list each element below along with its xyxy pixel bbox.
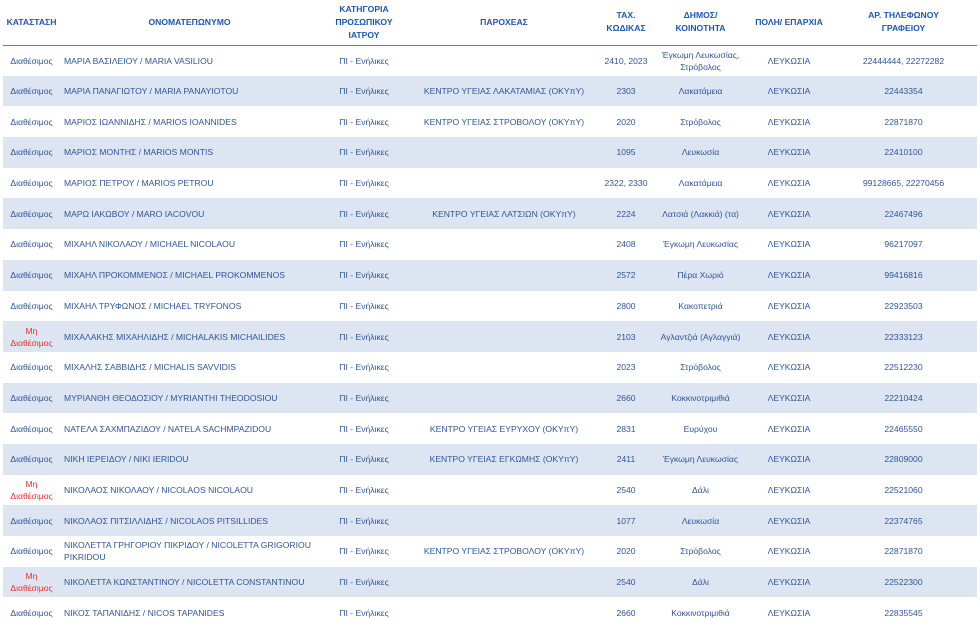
cell-city: ΛΕΥΚΩΣΙΑ	[767, 178, 811, 189]
cell-category: ΠΙ - Ενήλικες	[339, 147, 389, 158]
cell-zip: 1095	[616, 147, 636, 158]
cell-provider: ΚΕΝΤΡΟ ΥΓΕΙΑΣ ΕΓΚΩΜΗΣ (ΟΚΥπΥ)	[429, 454, 579, 465]
doctors-table	[3, 0, 977, 628]
cell-provider	[409, 260, 599, 291]
table-row	[3, 229, 977, 260]
cell-city: ΛΕΥΚΩΣΙΑ	[767, 208, 811, 219]
cell-phone: 22467496	[884, 208, 923, 219]
cell-category: ΠΙ - Ενήλικες	[339, 208, 389, 219]
cell-zip: 1077	[616, 515, 636, 526]
cell-zip: 2303	[616, 86, 636, 97]
cell-zip: 2411	[616, 454, 636, 465]
cell-category: ΠΙ - Ενήλικες	[339, 577, 389, 588]
cell-phone: 99128665, 22270456	[862, 178, 945, 189]
cell-category: ΠΙ - Ενήλικες	[339, 484, 389, 495]
table-row	[3, 567, 977, 598]
cell-municipality: Λακατάμεια	[678, 86, 723, 97]
cell-name: ΜΥΡΙΑΝΘΗ ΘΕΟΔΟΣΙΟΥ / MYRIANTHI THEODOSIOU	[64, 392, 278, 403]
cell-provider	[409, 383, 599, 414]
cell-municipality: Πέρα Χωριό	[677, 270, 724, 281]
cell-city: ΛΕΥΚΩΣΙΑ	[767, 270, 811, 281]
cell-municipality: Έγκωμη Λευκωσίας	[662, 454, 739, 465]
cell-municipality: Λευκωσία	[681, 147, 720, 158]
cell-zip: 2831	[616, 423, 636, 434]
cell-status: Διαθέσιμος	[10, 86, 53, 97]
cell-city: ΛΕΥΚΩΣΙΑ	[767, 116, 811, 127]
cell-city: ΛΕΥΚΩΣΙΑ	[767, 577, 811, 588]
cell-name: ΜΑΡΙΟΣ ΜΟΝΤΗΣ / MARIOS MONTIS	[64, 147, 214, 158]
cell-status: Διαθέσιμος	[10, 270, 53, 281]
cell-zip: 2023	[616, 362, 636, 373]
table-row	[3, 444, 977, 475]
cell-provider	[409, 229, 599, 260]
table-row	[3, 137, 977, 168]
table-row	[3, 321, 977, 352]
table-body	[3, 45, 977, 628]
cell-municipality: Στρόβολος	[680, 116, 721, 127]
header-category: ΚΑΤΗΓΟΡΙΑ ΠΡΟΣΩΠΙΚΟΥ ΙΑΤΡΟΥ	[319, 0, 409, 45]
cell-name: ΜΙΧΑΗΛ ΝΙΚΟΛΑΟΥ / MICHAEL NICOLAOU	[64, 239, 236, 250]
cell-zip: 2660	[616, 392, 636, 403]
table-row	[3, 505, 977, 536]
cell-status: Διαθέσιμος	[10, 362, 53, 373]
cell-provider: ΚΕΝΤΡΟ ΥΓΕΙΑΣ ΛΑΚΑΤΑΜΙΑΣ (ΟΚΥπΥ)	[423, 86, 585, 97]
cell-municipality: Λευκωσία	[681, 515, 720, 526]
cell-name: ΜΙΧΑΛΑΚΗΣ ΜΙΧΑΗΛΙΔΗΣ / MICHALAKIS MICHAILIDES	[64, 331, 286, 342]
cell-municipality: Κοκκινοτριμιθιά	[671, 607, 730, 618]
cell-city: ΛΕΥΚΩΣΙΑ	[767, 239, 811, 250]
cell-category: ΠΙ - Ενήλικες	[339, 55, 389, 66]
cell-zip: 2224	[616, 208, 636, 219]
cell-provider: ΚΕΝΤΡΟ ΥΓΕΙΑΣ ΛΑΤΣΙΩΝ (ΟΚΥπΥ)	[432, 208, 576, 219]
cell-provider	[409, 597, 599, 628]
cell-municipality: Ευρύχου	[683, 423, 718, 434]
cell-phone: 96217097	[884, 239, 923, 250]
cell-phone: 22333123	[884, 331, 923, 342]
cell-provider	[409, 45, 599, 76]
cell-phone: 22374765	[884, 515, 923, 526]
header-phone: ΑΡ. ΤΗΛΕΦΩΝΟΥ ΓΡΑΦΕΙΟΥ	[830, 0, 977, 45]
cell-provider	[409, 505, 599, 536]
cell-phone: 22465550	[884, 423, 923, 434]
cell-zip: 2660	[616, 607, 636, 618]
cell-phone: 22444444, 22272282	[862, 55, 945, 66]
cell-provider: ΚΕΝΤΡΟ ΥΓΕΙΑΣ ΕΥΡΥΧΟΥ (ΟΚΥπΥ)	[429, 423, 579, 434]
cell-phone: 22522300	[884, 577, 923, 588]
cell-status: Διαθέσιμος	[10, 392, 53, 403]
cell-provider	[409, 137, 599, 168]
cell-name: ΝΙΚΟΛΕΤΤΑ ΚΩΝΣΤΑΝΤΙΝΟΥ / NICOLETTA CONSTANTINOU	[64, 577, 305, 588]
cell-city: ΛΕΥΚΩΣΙΑ	[767, 454, 811, 465]
cell-category: ΠΙ - Ενήλικες	[339, 239, 389, 250]
cell-city: ΛΕΥΚΩΣΙΑ	[767, 86, 811, 97]
table-row	[3, 76, 977, 107]
cell-category: ΠΙ - Ενήλικες	[339, 423, 389, 434]
cell-phone: 22809000	[884, 454, 923, 465]
cell-name: ΝΑΤΕΛΑ ΣΑΧΜΠΑΖΙΔΟΥ / NATELA SACHMPAZIDOU	[64, 423, 272, 434]
cell-category: ΠΙ - Ενήλικες	[339, 515, 389, 526]
table-row	[3, 597, 977, 628]
cell-city: ΛΕΥΚΩΣΙΑ	[767, 484, 811, 495]
cell-status: Διαθέσιμος	[10, 423, 53, 434]
cell-zip: 2020	[616, 546, 636, 557]
cell-municipality: Δάλι	[692, 577, 709, 588]
cell-status: Διαθέσιμος	[10, 607, 53, 618]
cell-zip: 2540	[616, 484, 636, 495]
cell-provider	[409, 475, 599, 506]
cell-city: ΛΕΥΚΩΣΙΑ	[767, 546, 811, 557]
cell-provider	[409, 352, 599, 383]
table-row	[3, 352, 977, 383]
cell-name: ΜΙΧΑΗΛ ΠΡΟΚΟΜΜΕΝΟΣ / MICHAEL PROKOMMENOS	[64, 270, 286, 281]
cell-status: Διαθέσιμος	[10, 546, 53, 557]
cell-status: Μη Διαθέσιμος	[10, 571, 53, 594]
header-name: ΟΝΟΜΑΤΕΠΩΝΥΜΟ	[60, 0, 319, 45]
table-row	[3, 106, 977, 137]
cell-category: ΠΙ - Ενήλικες	[339, 331, 389, 342]
cell-name: ΜΑΡΙΟΣ ΠΕΤΡΟΥ / MARIOS PETROU	[64, 178, 214, 189]
cell-city: ΛΕΥΚΩΣΙΑ	[767, 607, 811, 618]
cell-municipality: Δάλι	[692, 484, 709, 495]
cell-provider	[409, 321, 599, 352]
cell-name: ΜΑΡΙΑ ΒΑΣΙΛΕΙΟΥ / MARIA VASILIOU	[64, 55, 213, 66]
cell-provider	[409, 567, 599, 598]
cell-zip: 2800	[616, 300, 636, 311]
cell-provider	[409, 291, 599, 322]
cell-status: Διαθέσιμος	[10, 55, 53, 66]
cell-status: Διαθέσιμος	[10, 239, 53, 250]
cell-phone: 22410100	[884, 147, 923, 158]
cell-zip: 2103	[616, 331, 636, 342]
cell-municipality: Έγκωμη Λευκωσίας	[662, 239, 739, 250]
cell-phone: 22871870	[884, 116, 923, 127]
cell-name: ΝΙΚΟΛΕΤΤΑ ΓΡΗΓΟΡΙΟΥ ΠΙΚΡΙΔΟΥ / NICOLETTA GRIGORIOU PIKRIDOU	[64, 540, 311, 563]
table-header-row	[3, 0, 977, 45]
header-city: ΠΟΛΗ/ ΕΠΑΡΧΙΑ	[748, 0, 830, 45]
header-status: ΚΑΤΑΣΤΑΣΗ	[3, 0, 60, 45]
table-row	[3, 168, 977, 199]
cell-status: Διαθέσιμος	[10, 147, 53, 158]
cell-municipality: Έγκωμη Λευκωσίας, Στρόβολος	[661, 49, 740, 72]
cell-status: Διαθέσιμος	[10, 116, 53, 127]
table-row	[3, 536, 977, 567]
cell-municipality: Στρόβολος	[680, 362, 721, 373]
cell-category: ΠΙ - Ενήλικες	[339, 300, 389, 311]
cell-phone: 22512230	[884, 362, 923, 373]
cell-city: ΛΕΥΚΩΣΙΑ	[767, 362, 811, 373]
cell-name: ΝΙΚΟΛΑΟΣ ΝΙΚΟΛΑΟΥ / NICOLAOS NICOLAOU	[64, 484, 253, 495]
cell-zip: 2410, 2023	[604, 55, 648, 66]
cell-category: ΠΙ - Ενήλικες	[339, 362, 389, 373]
cell-status: Διαθέσιμος	[10, 515, 53, 526]
header-zip: ΤΑΧ. ΚΩΔΙΚΑΣ	[599, 0, 653, 45]
cell-status: Μη Διαθέσιμος	[10, 478, 53, 501]
table-row	[3, 260, 977, 291]
cell-category: ΠΙ - Ενήλικες	[339, 454, 389, 465]
cell-municipality: Κακοπετριά	[678, 300, 723, 311]
cell-zip: 2540	[616, 577, 636, 588]
cell-zip: 2322, 2330	[604, 178, 648, 189]
cell-municipality: Κοκκινοτριμιθιά	[671, 392, 730, 403]
cell-city: ΛΕΥΚΩΣΙΑ	[767, 515, 811, 526]
table-row	[3, 475, 977, 506]
cell-phone: 22521060	[884, 484, 923, 495]
cell-provider	[409, 168, 599, 199]
cell-status: Διαθέσιμος	[10, 300, 53, 311]
cell-city: ΛΕΥΚΩΣΙΑ	[767, 55, 811, 66]
cell-phone: 22871870	[884, 546, 923, 557]
cell-name: ΜΑΡΙΑ ΠΑΝΑΓΙΩΤΟΥ / MARIA PANAYIOTOU	[64, 86, 239, 97]
cell-zip: 2572	[616, 270, 636, 281]
cell-phone: 22443354	[884, 86, 923, 97]
cell-provider: ΚΕΝΤΡΟ ΥΓΕΙΑΣ ΣΤΡΟΒΟΛΟΥ (ΟΚΥπΥ)	[423, 546, 585, 557]
cell-municipality: Λατσιά (Λακκιά) (τα)	[662, 208, 739, 219]
cell-phone: 22210424	[884, 392, 923, 403]
table-row	[3, 291, 977, 322]
cell-city: ΛΕΥΚΩΣΙΑ	[767, 147, 811, 158]
cell-category: ΠΙ - Ενήλικες	[339, 86, 389, 97]
cell-category: ΠΙ - Ενήλικες	[339, 178, 389, 189]
cell-category: ΠΙ - Ενήλικες	[339, 392, 389, 403]
table-row	[3, 383, 977, 414]
cell-city: ΛΕΥΚΩΣΙΑ	[767, 300, 811, 311]
cell-provider: ΚΕΝΤΡΟ ΥΓΕΙΑΣ ΣΤΡΟΒΟΛΟΥ (ΟΚΥπΥ)	[423, 116, 585, 127]
cell-category: ΠΙ - Ενήλικες	[339, 116, 389, 127]
cell-name: ΝΙΚΟΛΑΟΣ ΠΙΤΣΙΛΛΙΔΗΣ / NICOLAOS PITSILLIDES	[64, 515, 269, 526]
cell-name: ΜΑΡΙΟΣ ΙΩΑΝΝΙΔΗΣ / MARIOS IOANNIDES	[64, 116, 237, 127]
cell-city: ΛΕΥΚΩΣΙΑ	[767, 392, 811, 403]
cell-name: ΜΙΧΑΗΛ ΤΡΥΦΩΝΟΣ / MICHAEL TRYFONOS	[64, 300, 242, 311]
cell-phone: 99416816	[884, 270, 923, 281]
cell-city: ΛΕΥΚΩΣΙΑ	[767, 423, 811, 434]
cell-city: ΛΕΥΚΩΣΙΑ	[767, 331, 811, 342]
cell-municipality: Λακατάμεια	[678, 178, 723, 189]
cell-name: ΝΙΚΗ ΙΕΡΕΙΔΟΥ / NIKI IERIDOU	[64, 454, 189, 465]
cell-name: ΝΙΚΟΣ ΤΑΠΑΝΙΔΗΣ / NICOS TAPANIDES	[64, 607, 225, 618]
cell-phone: 22923503	[884, 300, 923, 311]
cell-municipality: Στρόβολος	[680, 546, 721, 557]
header-municipality: ΔΗΜΟΣ/ ΚΟΙΝΟΤΗΤΑ	[653, 0, 748, 45]
cell-phone: 22835545	[884, 607, 923, 618]
cell-status: Διαθέσιμος	[10, 178, 53, 189]
cell-category: ΠΙ - Ενήλικες	[339, 546, 389, 557]
cell-name: ΜΑΡΩ ΙΑΚΩΒΟΥ / MARO IACOVOU	[64, 208, 205, 219]
cell-status: Διαθέσιμος	[10, 208, 53, 219]
table-row	[3, 45, 977, 76]
cell-zip: 2020	[616, 116, 636, 127]
cell-zip: 2408	[616, 239, 636, 250]
cell-status: Μη Διαθέσιμος	[10, 325, 53, 348]
table-row	[3, 413, 977, 444]
cell-status: Διαθέσιμος	[10, 454, 53, 465]
table-row	[3, 198, 977, 229]
cell-category: ΠΙ - Ενήλικες	[339, 607, 389, 618]
cell-category: ΠΙ - Ενήλικες	[339, 270, 389, 281]
header-provider: ΠΑΡΟΧΕΑΣ	[409, 0, 599, 45]
cell-name: ΜΙΧΑΛΗΣ ΣΑΒΒΙΔΗΣ / MICHALIS SAVVIDIS	[64, 362, 236, 373]
cell-municipality: Αγλαντζιά (Αγλαγγιά)	[660, 331, 741, 342]
